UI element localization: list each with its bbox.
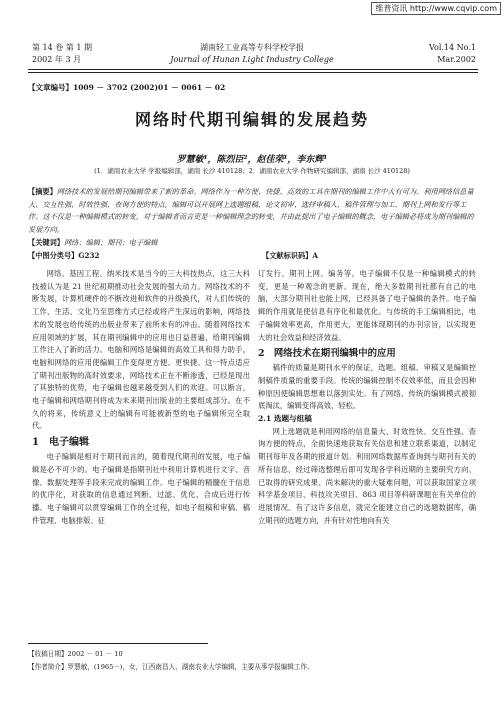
volume-en: Vol.14 No.1 bbox=[429, 43, 476, 52]
journal-name-cn: 湖南轻工业高等专科学校学报 bbox=[200, 43, 304, 52]
volume-cn: 第 14 卷 第 1 期 bbox=[32, 43, 92, 52]
date-cn: 2002 年 3 月 bbox=[32, 55, 82, 64]
clc-number: 【中图分类号】G232 bbox=[28, 251, 100, 260]
keywords-label: 【关键词】 bbox=[28, 238, 64, 247]
journal-name-en: Journal of Hunan Light Industry College bbox=[170, 55, 334, 64]
date-en: Mar.2002 bbox=[437, 55, 476, 64]
abstract bbox=[28, 186, 476, 236]
paper-title: 网络时代期刊编辑的发展趋势 bbox=[134, 110, 369, 129]
header-rule bbox=[28, 69, 478, 70]
subsection21-paragraph: 网上选题就是利用网络的信息量大、时效性快、交互性强、查询方便的特点，全面快速地获取有关信息和建立联系渠道，以制定期刊每年及各期的报道计划。利用网络数据库查询到与期刊有关的所有信息，经过筛选整理后即可发现各学科近期的主要研究方向、已取得的研究成果、尚未解决的重大疑难问题，可以获取国家立项科学基金项目、科技攻关项目、863 项目等科研课题在有关单位的进展情况。有了这许多信息，就完全能建立自己的选题数据库，确立期刊的选题方向，并有针对性地向有关 bbox=[258, 426, 476, 525]
author-list: 罗慧敏¹，陈烈臣²，赵佳荣¹，李东辉¹ bbox=[176, 155, 328, 165]
abstract-text: 网络技术的发展给期刊编辑带来了新的革命。网络作为一种方便、快捷、高效的工具在期刊的编辑工作中大有可为。利用网络信息量大、交互性强、时效性强、查询方便的特点，编辑可以开展网上选题组稿、论文初审、选择审稿人、稿件管理与加工、期刊上网和发行等工作。这不仅是一种编辑模式的转变，对于编辑者而言更是一种编辑理念的转变，并由此提出了电子编辑的概念，电子编辑必将成为期刊编辑的发展方向。 bbox=[28, 187, 474, 234]
keywords bbox=[28, 238, 157, 248]
watermark-stamp: 维普资讯 http://www.cqvip.com bbox=[371, 2, 501, 15]
abstract-label: 【摘要】 bbox=[28, 187, 57, 196]
footnote-received: 【收稿日期】2002 － 01 － 10 bbox=[28, 650, 123, 658]
subsection-heading-2-1: 2.1 选题与组稿 bbox=[258, 414, 312, 424]
header-rule-thin bbox=[28, 72, 478, 73]
document-code: 【文献标识码】A bbox=[262, 251, 318, 260]
body-column-left bbox=[32, 268, 250, 527]
article-id: 【文章编号】1009 － 3702 (2002)01 － 0061 － 02 bbox=[28, 83, 226, 92]
continued-paragraph: 订发行、期刊上网、编务等。电子编辑不仅是一种编辑模式的转变，更是一种观念的更新。现在，绝大多数期刊社都有自己的电脑，大部分期刊社也能上网，已经具备了电子编辑的条件。电子编辑的作用就是使信息有序化和最优化。与传统的手工编辑相比，电子编辑效率更高，作用更大，更能体现期刊的办刊宗旨，以实现更大的社会效益和经济效益。 bbox=[258, 269, 476, 342]
footnote-author: 【作者简介】罗慧敏，(1965－)，女，江西南昌人，湖南农业大学编辑，主要从事学报编辑工作。 bbox=[28, 663, 314, 671]
keywords-text: 网络；编辑；期刊；电子编辑 bbox=[63, 238, 158, 247]
section2-paragraph: 稿件的质量是期刊水平的保证，选题、组稿、审稿又是编辑控制稿件质量的重要手段。传统的编辑控制不仅效率低，而且会因种种原因使编辑思想难以落到实处。有了网络，传统的编辑模式被彻底淘汰，编辑变得高效、轻松。 bbox=[258, 363, 476, 411]
body-column-right bbox=[258, 268, 476, 527]
section-heading-1: 1 电子编辑 bbox=[32, 437, 89, 449]
footnote-rule bbox=[28, 643, 208, 644]
affiliation: (1．湖南农业大学 学报编辑部，湖南 长沙 410128；2．湖南农业大学 作物研究编辑部，湖南 长沙 410128) bbox=[94, 167, 410, 175]
header-right bbox=[429, 42, 476, 66]
intro-paragraph: 网络、基因工程、纳米技术是当今的三大科技热点，这三大科技被认为是 21 世纪初期推动社会发展的强大动力。网络技术的不断发展，计算机硬件的不断改进和软件的升级换代，对人们传统的工作、生活、文化乃至思维方式已经或将产生深远的影响，网络技术的发展也给传统的出版业带来了前所未有的冲击。随着网络技术应用领域的扩展，其在期刊编辑中的应用也日益普遍，给期刊编辑工作注入了新的活力。电脑和网络是编辑的高效工具和得力助手，电脑和网络的应用使编辑工作变得更方便、更快捷。这一特点适应了期刊出版物的高时效要求，网络技术正在不断渗透，已经是现出了其独特的优势，电子编辑也越来越受到人们的欢迎。可以断言，电子编辑和网络期刊将成为未来期刊出版业的主要组成部分。在不久的将来，传统意义上的编辑有可能被新型的电子编辑所完全取代。 bbox=[32, 269, 250, 431]
section1-paragraph: 电子编辑是相对于期刊而言的，随着现代期刊的发展，电子编辑是必不可少的。电子编辑是指期刊社中利用计算机进行文字、音像、数据处理等手段来完成的编辑工作。电子编辑的精髓在于信息的优序化，对获取的信息通过判断、过滤、优化、合成后进行传播。电子编辑可以贯穿编辑工作的全过程，如电子组稿和审稿、稿件管理、电脑排版、征 bbox=[32, 452, 250, 525]
section-heading-2: 2 网络技术在期刊编辑中的应用 bbox=[258, 348, 396, 360]
